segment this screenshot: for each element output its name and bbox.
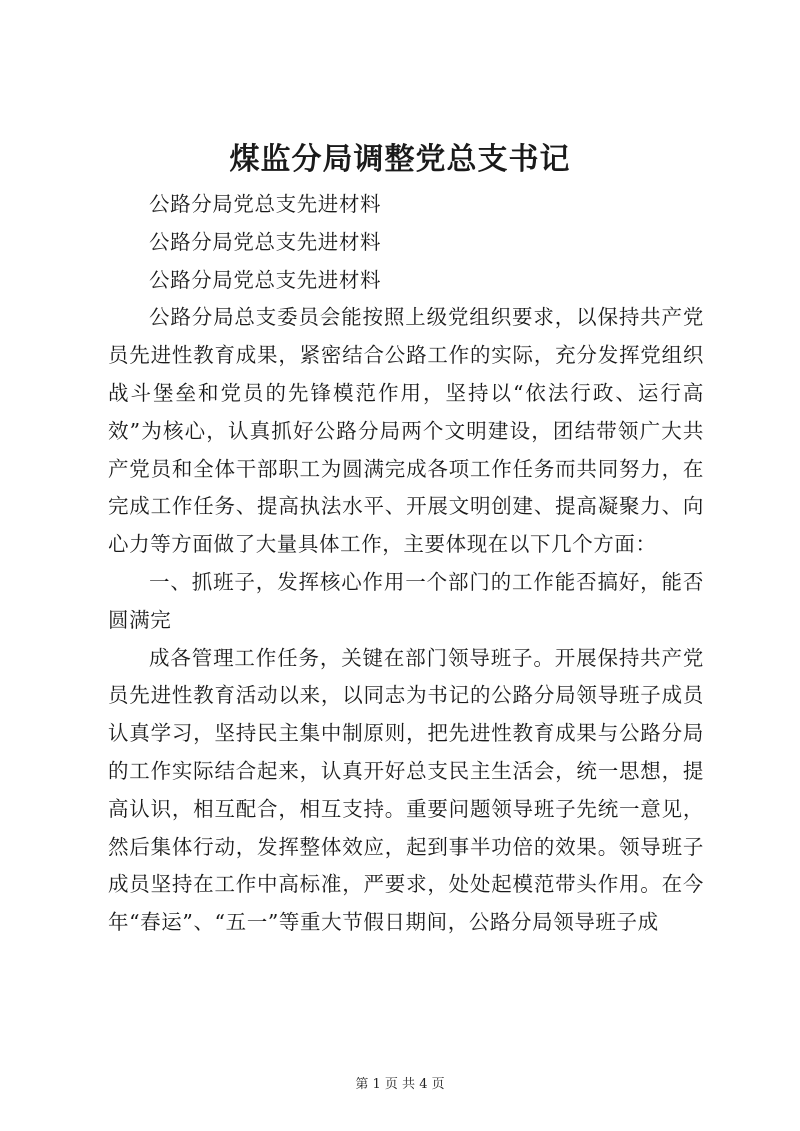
page-number-footer: 第 1 页 共 4 页 xyxy=(355,1077,445,1092)
paragraph: 公路分局党总支先进材料 xyxy=(149,192,382,216)
document-body xyxy=(108,186,704,942)
paragraph: 成各管理工作任务，关键在部门领导班子。开展保持共产党员先进性教育活动以来，以同志为书记的公路分局领导班子成员认真学习，坚持民主集中制原则，把先进性教育成果与公路分局的工作实际结合起来，认真开好总支民主生活会，统一思想，提高认识，相互配合，相互支持。重要问题领导班子先统一意见，然后集体行动，发挥整体效应，起到事半功倍的效果。领导班子成员坚持在工作中高标准，严要求，处处起模范带头作用。在今年“春运”、“五一”等重大节假日期间，公路分局领导班子成 xyxy=(108,645,704,935)
paragraph: 公路分局党总支先进材料 xyxy=(149,229,382,254)
paragraph: 公路分局党总支先进材料 xyxy=(149,267,382,292)
document-title: 煤监分局调整党总支书记 xyxy=(229,142,571,177)
paragraph: 一、抓班子，发挥核心作用一个部门的工作能否搞好，能否圆满完 xyxy=(108,569,704,632)
paragraph: 公路分局总支委员会能按照上级党组织要求，以保持共产党员先进性教育成果，紧密结合公路工作的实际，充分发挥党组织战斗堡垒和党员的先锋模范作用，坚持以“依法行政、运行高效”为核心，认真抓好公路分局两个文明建设，团结带领广大共产党员和全体干部职工为圆满完成各项工作任务而共同努力，在完成工作任务、提高执法水平、开展文明创建、提高凝聚力、向心力等方面做了大量具体工作，主要体现在以下几个方面： xyxy=(108,305,704,557)
